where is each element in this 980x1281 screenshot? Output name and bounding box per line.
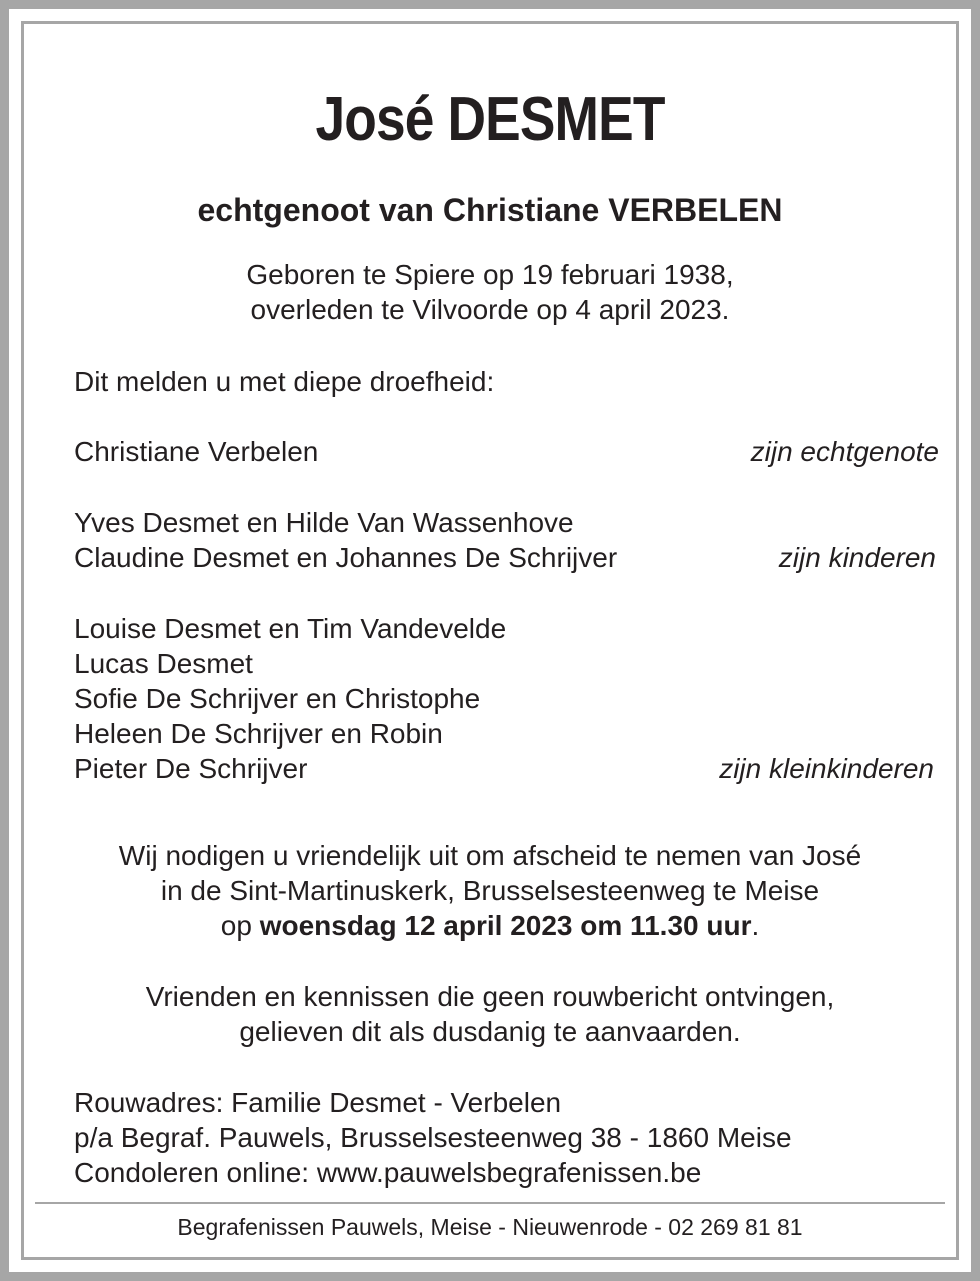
grandchild-name: Louise Desmet en Tim Vandevelde bbox=[74, 613, 507, 644]
invitation-line-1: Wij nodigen u vriendelijk uit om afscheid te nemen van José bbox=[118, 840, 862, 871]
death-line: overleden te Vilvoorde op 4 april 2023. bbox=[250, 294, 730, 325]
grandchildren-relation: zijn kleinkinderen bbox=[719, 753, 934, 784]
invitation-line-2: in de Sint-Martinuskerk, Brusselsesteenweg te Meise bbox=[160, 875, 820, 906]
grandchild-name: Lucas Desmet bbox=[74, 648, 253, 679]
children-relation: zijn kinderen bbox=[778, 542, 936, 573]
obituary-card bbox=[9, 9, 971, 1272]
notice-line-2: gelieven dit als dusdanig te aanvaarden. bbox=[239, 1016, 741, 1047]
announcement-line: Dit melden u met diepe droefheid: bbox=[74, 366, 495, 397]
grandchild-name: Sofie De Schrijver en Christophe bbox=[74, 683, 481, 714]
funeral-home-footer: Begrafenissen Pauwels, Meise - Nieuwenrode - 02 269 81 81 bbox=[177, 1214, 803, 1240]
spouse-line: echtgenoot van Christiane VERBELEN bbox=[197, 192, 783, 228]
footer-divider bbox=[35, 1202, 945, 1204]
invitation-line-3 bbox=[24, 910, 956, 942]
child-name: Yves Desmet en Hilde Van Wassenhove bbox=[74, 507, 574, 538]
ceremony-datetime: woensdag 12 april 2023 om 11.30 uur bbox=[259, 910, 752, 941]
spouse-relation: zijn echtgenote bbox=[750, 436, 939, 467]
spouse-name: Christiane Verbelen bbox=[74, 436, 319, 467]
birth-line: Geboren te Spiere op 19 februari 1938, bbox=[246, 259, 734, 290]
child-name: Claudine Desmet en Johannes De Schrijver bbox=[74, 542, 618, 573]
obituary-frame bbox=[21, 21, 959, 1260]
invitation-prefix: op bbox=[220, 910, 260, 941]
address-line-3: Condoleren online: www.pauwelsbegrafenissen.be bbox=[74, 1157, 702, 1188]
invitation-suffix: . bbox=[751, 910, 760, 941]
deceased-name: José DESMET bbox=[315, 85, 665, 154]
grandchild-name: Heleen De Schrijver en Robin bbox=[74, 718, 443, 749]
address-line-2: p/a Begraf. Pauwels, Brusselsesteenweg 38 - 1860 Meise bbox=[74, 1122, 792, 1153]
grandchild-name: Pieter De Schrijver bbox=[74, 753, 308, 784]
notice-line-1: Vrienden en kennissen die geen rouwbericht ontvingen, bbox=[145, 981, 835, 1012]
address-line-1: Rouwadres: Familie Desmet - Verbelen bbox=[74, 1087, 562, 1118]
